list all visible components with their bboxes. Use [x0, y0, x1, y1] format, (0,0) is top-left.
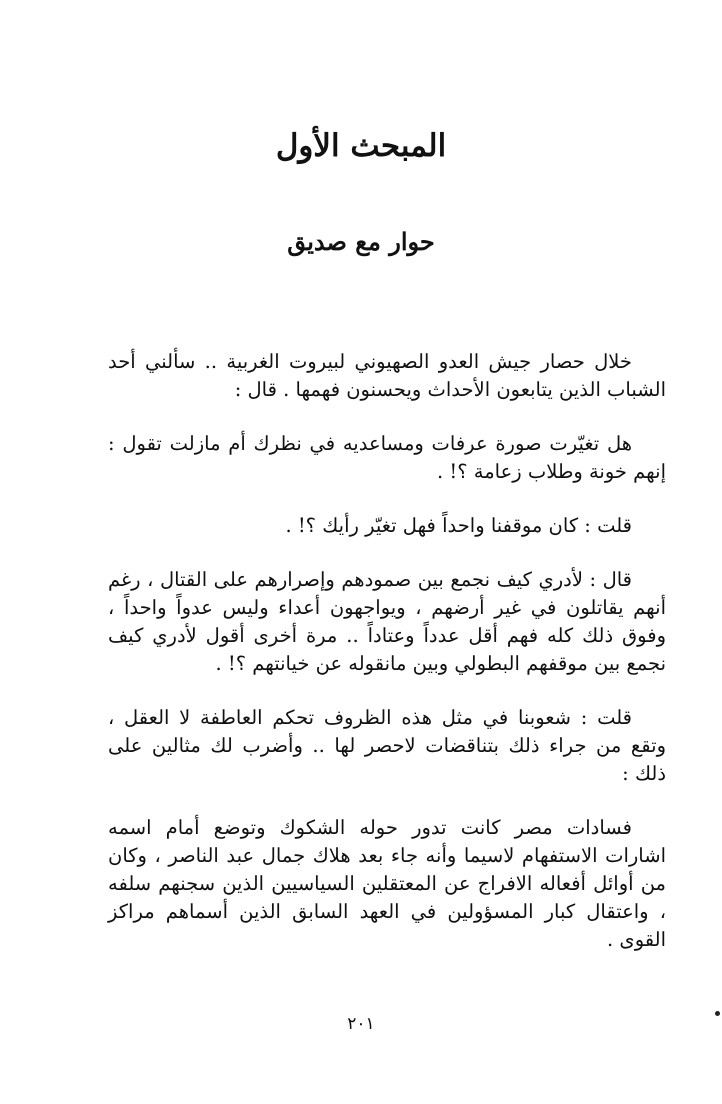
section-title: حوار مع صديق — [287, 227, 435, 256]
paragraph-4: قال : لأدري كيف نجمع بين صمودهم وإصرارهم على القتال ، رغم أنهم يقاتلون في غير أرضهم ، ويواجهون أعداء وليس عدواً واحداً ، وفوق ذلك كله فهم أقل عدداً وعتاداً .. مرة أخرى أقول لأدري كيف نجمع بين موقفهم البطولي وبين مانقوله عن خيانتهم ؟! . — [108, 568, 666, 675]
paragraph-1: خلال حصار جيش العدو الصهيوني لبيروت الغربية .. سألني أحد الشباب الذين يتابعون الأحداث ويحسنون فهمها . قال : — [108, 350, 666, 401]
paragraph-2: هل تغيّرت صورة عرفات ومساعديه في نظرك أم مازلت تقول : إنهم خونة وطلاب زعامة ؟! . — [108, 432, 666, 483]
body-text — [108, 348, 666, 980]
page-number: ٢٠١ — [347, 1014, 375, 1034]
paragraph-5: قلت : شعوبنا في مثل هذه الظروف تحكم العاطفة لا العقل ، وتقع من جراء ذلك بتناقضات لاحصر لها .. وأضرب لك مثالين على ذلك : — [108, 706, 666, 785]
paragraph-3: قلت : كان موقفنا واحداً فهل تغيّر رأيك ؟! . — [285, 514, 632, 537]
paragraph-6: فسادات مصر كانت تدور حوله الشكوك وتوضع أمام اسمه اشارات الاستفهام لاسيما وأنه جاء بعد هلاك جمال عبد الناصر ، وكان من أوائل أفعاله الافراج عن المعتقلين السياسيين الذين سجنهم سلفه ، واعتقال كبار المسؤولين في العهد السابق الذين أسماهم مراكز القوى . — [108, 816, 666, 951]
chapter-title: المبحث الأول — [275, 128, 447, 164]
edge-dot — [715, 1011, 720, 1016]
